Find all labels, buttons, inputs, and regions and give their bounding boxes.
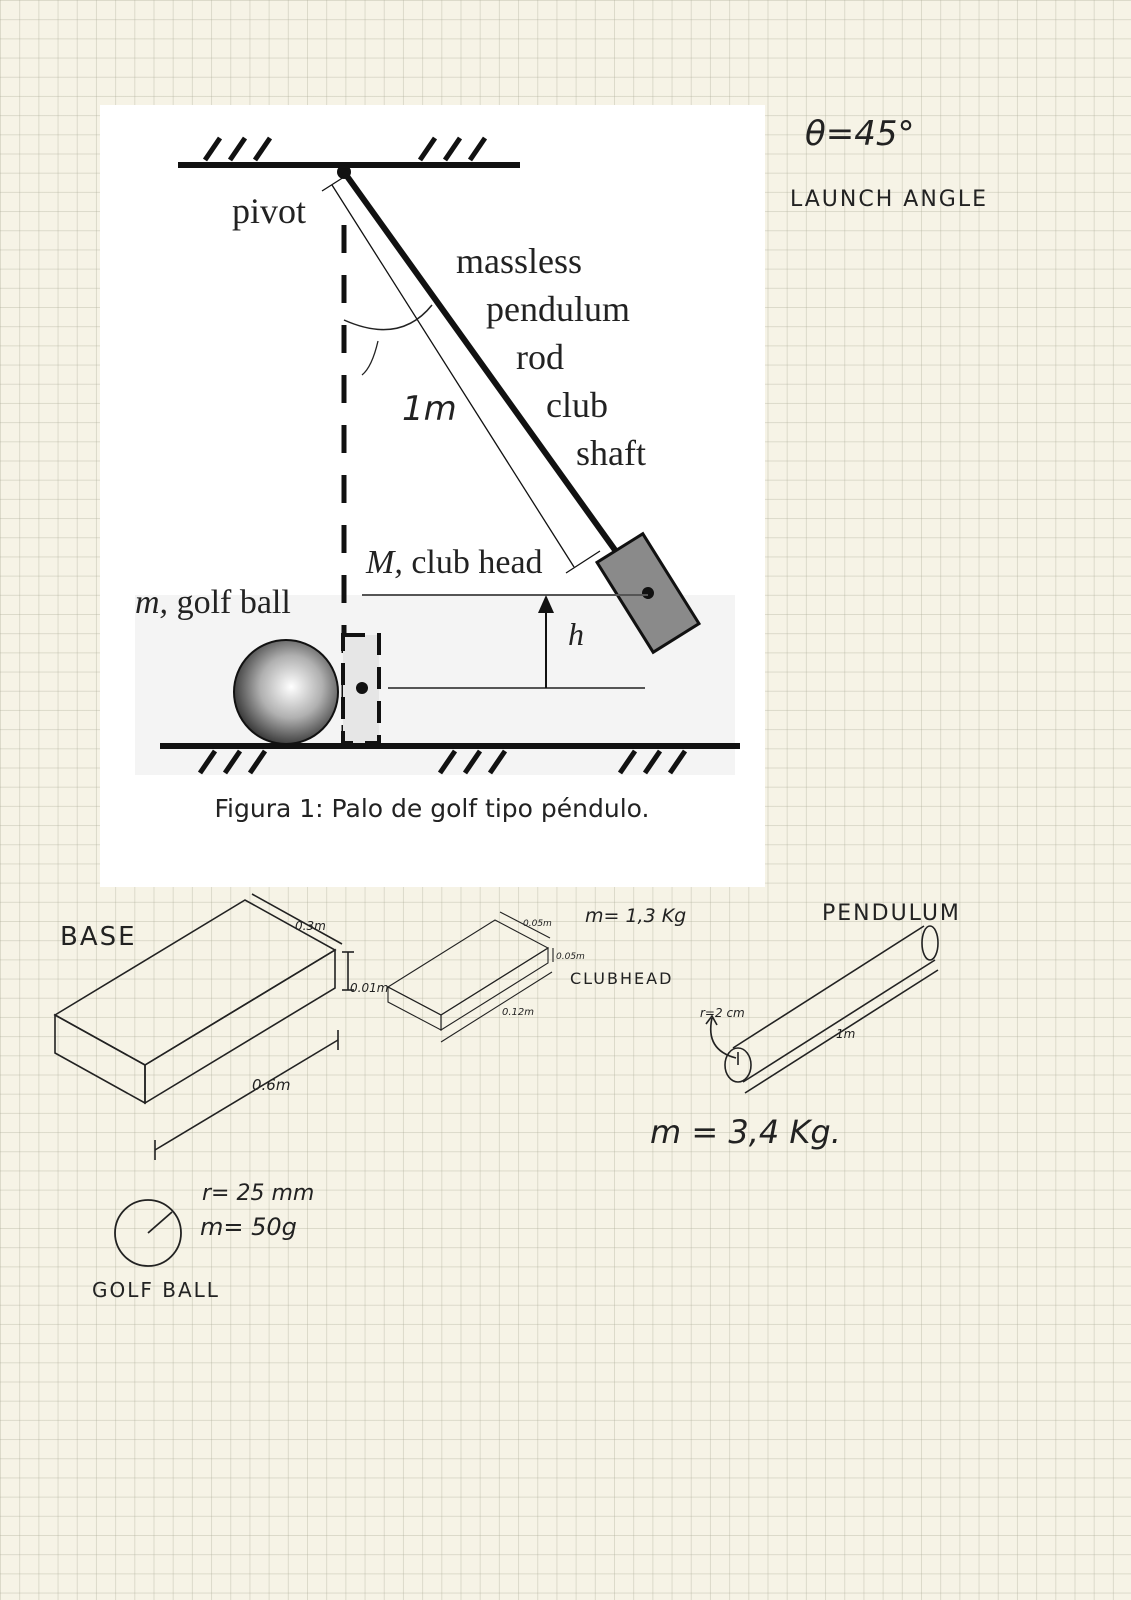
rod-label-line1: massless bbox=[456, 241, 582, 281]
golf-ball-title: GOLF BALL bbox=[92, 1278, 220, 1302]
pivot-label: pivot bbox=[232, 191, 307, 231]
pendulum-length: 1m bbox=[836, 1027, 856, 1041]
clubhead-length: 0.12m bbox=[502, 1007, 535, 1018]
clubhead-width: 0.05m bbox=[523, 919, 552, 929]
rod-label-line4: club bbox=[546, 385, 608, 425]
pendulum-title: PENDULUM bbox=[822, 901, 961, 926]
clubhead-box bbox=[388, 912, 553, 1042]
base-length: 0.6m bbox=[252, 1076, 291, 1094]
base-title: BASE bbox=[60, 922, 137, 952]
base-width: 0.3m bbox=[295, 919, 326, 933]
base-thickness: 0.01m bbox=[350, 981, 389, 995]
rod-label-line5: shaft bbox=[576, 433, 646, 473]
golf-ball-mass: m= 50g bbox=[200, 1213, 297, 1241]
height-label: h bbox=[568, 616, 584, 652]
clubhead-mass: m= 1,3 Kg bbox=[585, 905, 687, 927]
launch-angle-note: LAUNCH ANGLE bbox=[790, 187, 988, 212]
golf-ball-label: m, golf ball bbox=[135, 584, 291, 621]
pendulum-radius: r=2 cm bbox=[700, 1006, 745, 1020]
figure-caption: Figura 1: Palo de golf tipo péndulo. bbox=[214, 794, 650, 823]
pendulum-mass: m = 3,4 Kg. bbox=[650, 1113, 841, 1151]
clubhead-title: CLUBHEAD bbox=[570, 969, 674, 988]
rod-label-line2: pendulum bbox=[486, 289, 630, 329]
golf-ball-radius: r= 25 mm bbox=[202, 1181, 315, 1206]
length-label: 1m bbox=[402, 389, 457, 429]
rod-label-line3: rod bbox=[516, 337, 564, 377]
clubhead-thickness: 0.05m bbox=[556, 952, 585, 962]
angle-note: θ=45° bbox=[805, 114, 915, 154]
club-head-label: M, club head bbox=[366, 544, 543, 581]
